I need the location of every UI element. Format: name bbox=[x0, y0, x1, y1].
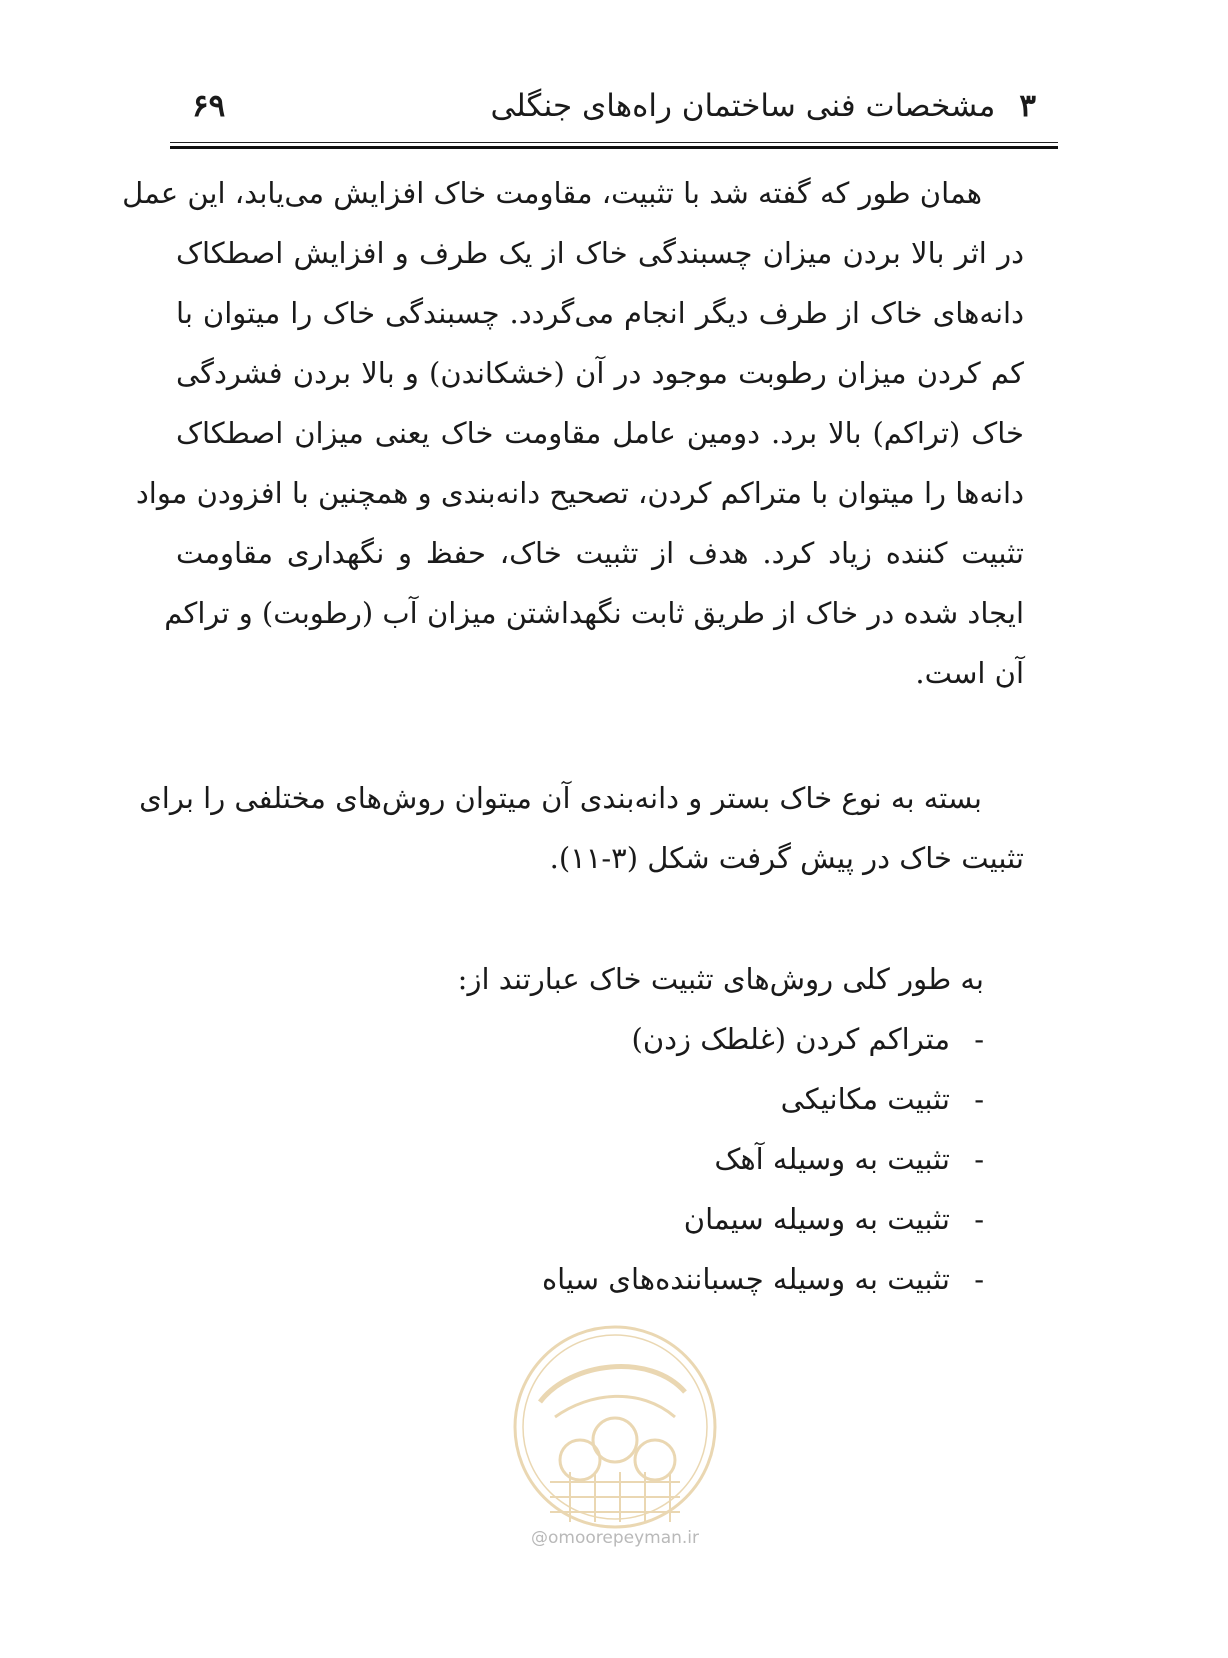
paragraph-line: دانه‌ها را میتوان با متراکم کردن، تصحیح دانه‌بندی و همچنین با افزودن مواد bbox=[135, 476, 1024, 510]
paragraph-soil-stabilization bbox=[122, 163, 1024, 703]
list-intro: به طور کلی روش‌های تثبیت خاک عبارتند از: bbox=[457, 962, 984, 996]
list-item bbox=[176, 1249, 984, 1309]
paragraph-stabilization-methods-intro bbox=[139, 768, 1024, 888]
list-item-text: تثبیت به وسیله آهک bbox=[714, 1142, 950, 1176]
paragraph-line: تثبیت خاک در پیش گرفت شکل (۳-۱۱). bbox=[549, 841, 1024, 875]
list-item bbox=[176, 1129, 984, 1189]
chapter-title: مشخصات فنی ساختمان راه‌های جنگلی bbox=[490, 88, 996, 124]
stabilization-methods-list bbox=[176, 949, 984, 1309]
paragraph-line: ایجاد شده در خاک از طریق ثابت نگهداشتن میزان آب (رطوبت) و تراکم bbox=[164, 596, 1024, 630]
running-header bbox=[170, 78, 1058, 138]
list-item bbox=[176, 1009, 984, 1069]
list-item-text: تثبیت به وسیله چسباننده‌های سیاه bbox=[541, 1262, 950, 1296]
list-item bbox=[176, 1069, 984, 1129]
watermark-stamp-icon bbox=[510, 1322, 720, 1532]
paragraph-line: دانه‌های خاک از طرف دیگر انجام می‌گردد. چسبندگی خاک را میتوان با bbox=[176, 296, 1024, 330]
header-rule-thin bbox=[170, 142, 1058, 143]
paragraph-line: در اثر بالا بردن میزان چسبندگی خاک از یک طرف و افزایش اصطکاک bbox=[176, 236, 1024, 270]
paragraph-line: کم کردن میزان رطوبت موجود در آن (خشکاندن) و بالا بردن فشردگی bbox=[176, 356, 1024, 390]
list-item-text: متراکم کردن (غلطک زدن) bbox=[631, 1022, 950, 1056]
paragraph-line: همان طور که گفته شد با تثبیت، مقاومت خاک افزایش می‌یابد، این عمل bbox=[122, 176, 982, 210]
paragraph-line: تثبیت کننده زیاد کرد. هدف از تثبیت خاک، حفظ و نگهداری مقاومت bbox=[176, 536, 1024, 570]
page-number: ۶۹ bbox=[192, 88, 226, 124]
list-item-text: تثبیت مکانیکی bbox=[780, 1082, 950, 1116]
list-dash: - bbox=[974, 1142, 984, 1176]
paragraph-line: آن است. bbox=[915, 656, 1024, 690]
list-item-text: تثبیت به وسیله سیمان bbox=[683, 1202, 950, 1236]
header-rule-thick bbox=[170, 146, 1058, 149]
paragraph-line: خاک (تراکم) بالا برد. دومین عامل مقاومت خاک یعنی میزان اصطکاک bbox=[176, 416, 1024, 450]
paragraph-line: بسته به نوع خاک بستر و دانه‌بندی آن میتوان روش‌های مختلفی را برای bbox=[139, 781, 982, 815]
chapter-heading bbox=[490, 88, 1036, 124]
watermark-url: @omoorepeyman.ir bbox=[530, 1528, 700, 1548]
list-item bbox=[176, 1189, 984, 1249]
chapter-number: ۳ bbox=[1019, 88, 1036, 124]
list-dash: - bbox=[974, 1022, 984, 1056]
list-dash: - bbox=[974, 1202, 984, 1236]
list-dash: - bbox=[974, 1082, 984, 1116]
list-dash: - bbox=[974, 1262, 984, 1296]
